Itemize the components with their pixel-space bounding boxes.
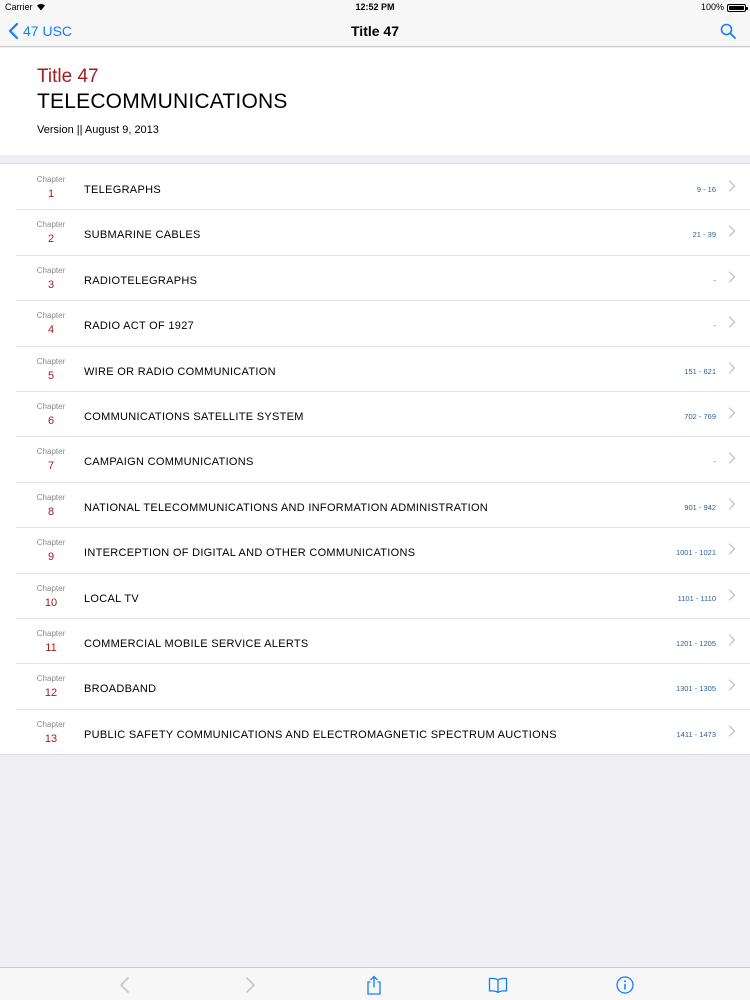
nav-title: Title 47 <box>351 23 399 39</box>
chapter-row[interactable] <box>0 164 750 209</box>
chapter-name: BROADBAND <box>84 683 157 696</box>
chapter-number: 6 <box>47 414 55 427</box>
section-range: 702 - 769 <box>684 411 716 421</box>
chapter-list <box>0 163 750 755</box>
chevron-right-icon <box>728 452 736 464</box>
info-icon[interactable] <box>615 975 635 995</box>
chapter-label: Chapter <box>36 583 66 593</box>
section-range: 1101 - 1110 <box>677 593 716 603</box>
status-bar <box>0 0 750 16</box>
chapter-number: 8 <box>47 505 55 518</box>
chevron-right-icon <box>728 725 736 737</box>
chapter-row[interactable] <box>0 482 750 527</box>
section-range: - <box>713 275 716 285</box>
chapter-label: Chapter <box>36 401 66 411</box>
chapter-name: TELEGRAPHS <box>84 184 161 196</box>
chevron-right-icon <box>728 271 736 283</box>
chevron-right-icon[interactable] <box>240 975 260 995</box>
chapter-number: 5 <box>47 369 55 382</box>
section-range: 1201 - 1205 <box>675 638 716 648</box>
chapter-number: 9 <box>47 551 55 564</box>
chapter-number: 1 <box>47 188 55 200</box>
back-button-label: 47 USC <box>23 23 73 39</box>
chapter-name: CAMPAIGN COMMUNICATIONS <box>84 456 254 469</box>
chapter-name: RADIOTELEGRAPHS <box>84 274 198 287</box>
chevron-right-icon <box>728 679 736 691</box>
chevron-right-icon <box>728 634 736 646</box>
section-range: 1411 - 1473 <box>676 729 716 739</box>
chapter-row[interactable] <box>0 391 750 436</box>
section-range: - <box>713 457 716 467</box>
navigation-bar <box>0 16 750 47</box>
chapter-row[interactable] <box>0 663 750 708</box>
page-title: TELECOMMUNICATIONS <box>37 90 288 113</box>
chevron-right-icon <box>728 543 736 555</box>
chapter-row[interactable] <box>0 346 750 391</box>
chapter-label: Chapter <box>36 175 66 184</box>
chapter-row[interactable] <box>0 255 750 300</box>
section-range: 901 - 942 <box>684 502 716 512</box>
chapter-label: Chapter <box>36 311 66 321</box>
chapter-name: INTERCEPTION OF DIGITAL AND OTHER COMMUNICATIONS <box>84 547 416 560</box>
chapter-label: Chapter <box>36 719 66 729</box>
chapter-number: 2 <box>47 233 55 246</box>
section-range: 1301 - 1305 <box>675 684 716 694</box>
chapter-name: COMMERCIAL MOBILE SERVICE ALERTS <box>84 637 309 650</box>
chevron-right-icon <box>728 589 736 601</box>
chapter-name: SUBMARINE CABLES <box>84 229 201 242</box>
chapter-name: NATIONAL TELECOMMUNICATIONS AND INFORMATION ADMINISTRATION <box>84 501 489 514</box>
section-range: 1001 - 1021 <box>675 548 716 558</box>
title-number: Title 47 <box>37 66 99 87</box>
chapter-row[interactable] <box>0 527 750 572</box>
chapter-name: LOCAL TV <box>84 592 139 605</box>
chapter-label: Chapter <box>36 628 66 638</box>
section-range: 9 - 16 <box>696 185 716 194</box>
chevron-right-icon <box>728 498 736 510</box>
chapter-row[interactable] <box>0 573 750 618</box>
chapter-name: RADIO ACT OF 1927 <box>84 320 195 333</box>
chapter-number: 12 <box>44 687 58 700</box>
chapter-name: PUBLIC SAFETY COMMUNICATIONS AND ELECTROMAGNETIC SPECTRUM AUCTIONS <box>84 728 557 741</box>
chevron-right-icon <box>728 407 736 419</box>
book-icon[interactable] <box>488 975 508 995</box>
version-label: Version || August 9, 2013 <box>37 124 159 136</box>
chapter-number: 11 <box>45 641 57 654</box>
clock: 12:52 PM <box>355 2 395 12</box>
chapter-label: Chapter <box>36 356 66 366</box>
chapter-number: 13 <box>44 732 58 745</box>
chevron-left-icon[interactable] <box>115 975 135 995</box>
section-range: 151 - 621 <box>684 366 716 376</box>
chapter-row[interactable] <box>0 300 750 345</box>
chapter-name: WIRE OR RADIO COMMUNICATION <box>84 365 276 378</box>
chapter-label: Chapter <box>36 674 66 684</box>
title-header <box>0 48 750 155</box>
battery-icon <box>727 4 746 12</box>
chapter-number: 10 <box>44 596 58 609</box>
section-range: - <box>713 321 716 331</box>
chevron-right-icon <box>728 180 736 192</box>
chapter-number: 3 <box>47 278 55 291</box>
chapter-label: Chapter <box>36 447 66 457</box>
bottom-toolbar <box>0 967 750 1000</box>
chapter-row[interactable] <box>0 618 750 663</box>
carrier-label: Carrier <box>5 2 33 12</box>
chapter-row[interactable] <box>0 709 750 754</box>
chapter-number: 7 <box>47 460 55 473</box>
chapter-label: Chapter <box>36 538 66 548</box>
search-icon[interactable] <box>720 23 736 39</box>
chapter-label: Chapter <box>36 492 66 502</box>
chevron-right-icon <box>728 316 736 328</box>
chevron-right-icon <box>728 225 736 237</box>
battery-percent: 100% <box>700 2 724 12</box>
share-icon[interactable] <box>364 975 384 995</box>
chevron-right-icon <box>728 362 736 374</box>
chapter-number: 4 <box>47 324 55 337</box>
chapter-row[interactable] <box>0 436 750 481</box>
chapter-label: Chapter <box>36 265 66 275</box>
chapter-label: Chapter <box>36 220 66 230</box>
section-range: 21 - 39 <box>692 230 716 240</box>
chapter-name: COMMUNICATIONS SATELLITE SYSTEM <box>84 410 304 423</box>
chapter-row[interactable] <box>0 209 750 254</box>
